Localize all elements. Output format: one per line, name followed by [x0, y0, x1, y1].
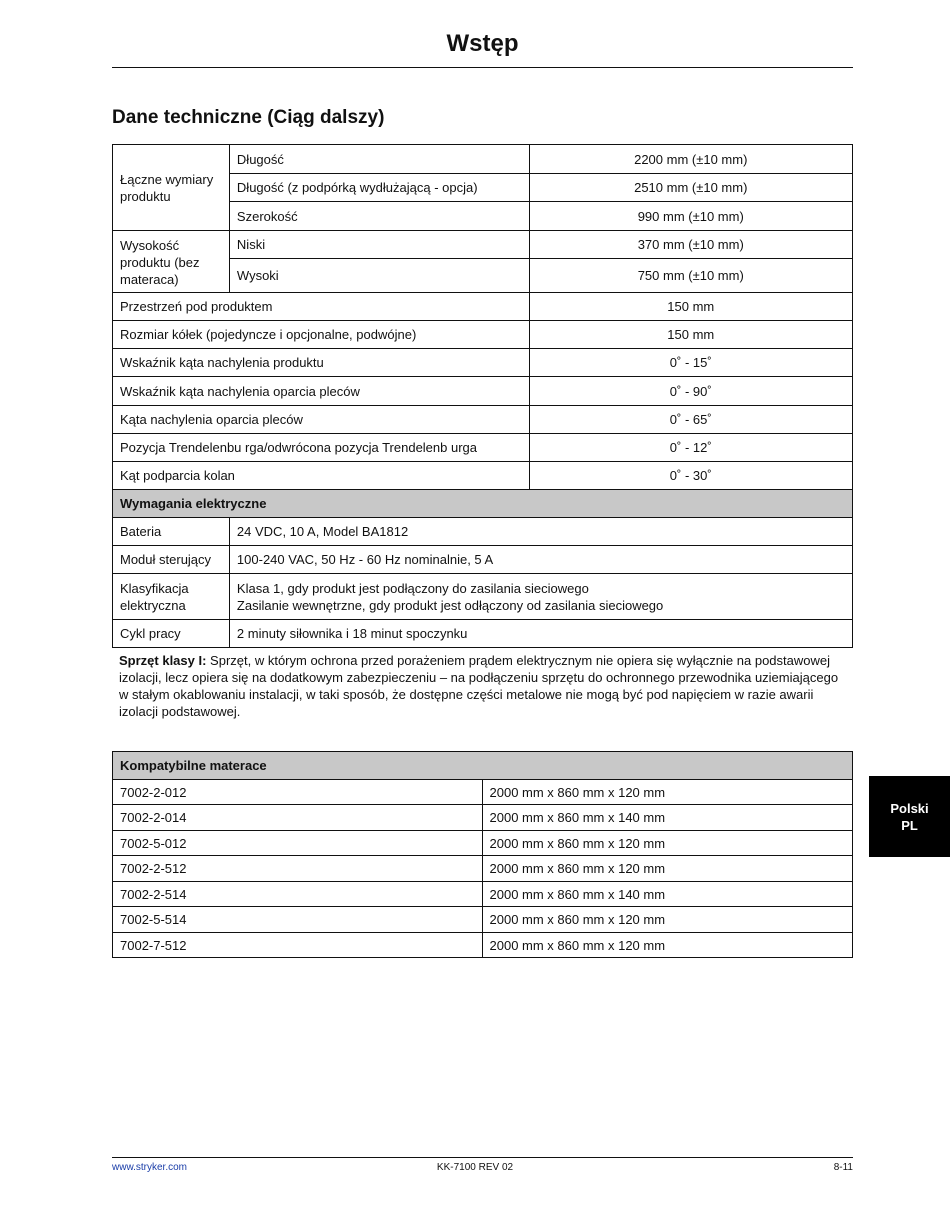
mattress-header-row [113, 752, 853, 780]
spec-label: Niski [229, 231, 529, 259]
table-row [113, 933, 853, 958]
title-divider [112, 67, 853, 68]
classification-line-1: Klasa 1, gdy produkt jest podłączony do zasilania sieciowego [236, 580, 589, 596]
table-row [113, 434, 853, 462]
table-row [113, 406, 853, 434]
footer-divider [112, 1157, 853, 1158]
electrical-label: Bateria [113, 518, 230, 546]
mattress-model: 7002-2-514 [113, 882, 483, 907]
mattress-model: 7002-2-512 [113, 856, 483, 882]
spec-value: 0˚ - 65˚ [529, 406, 852, 434]
electrical-label: Moduł sterujący [113, 546, 230, 574]
table-row [113, 574, 853, 620]
electrical-label: Cykl pracy [113, 620, 230, 648]
electrical-header-row [113, 490, 853, 518]
footer-website-link[interactable]: www.stryker.com [112, 1162, 188, 1173]
spec-label: Długość [229, 145, 529, 174]
spec-label: Szerokość [229, 202, 529, 231]
spec-value: 990 mm (±10 mm) [529, 202, 852, 231]
class-i-note [119, 652, 839, 720]
electrical-value [229, 574, 852, 620]
spec-value: 0˚ - 15˚ [529, 349, 852, 377]
table-row [113, 518, 853, 546]
mattress-model: 7002-2-014 [113, 805, 483, 831]
spec-label: Pozycja Trendelenbu rga/odwrócona pozycja Trendelenb urga [113, 434, 530, 462]
note-bold-term: Sprzęt klasy I: [119, 653, 207, 668]
table-row [113, 349, 853, 377]
table-row [113, 780, 853, 805]
mattress-heading: Kompatybilne materace [113, 752, 853, 780]
height-group-label: Wysokość produktu (bez materaca) [113, 231, 230, 293]
spec-value: 0˚ - 12˚ [529, 434, 852, 462]
mattress-table [112, 751, 853, 958]
mattress-model: 7002-2-012 [113, 780, 483, 805]
mattress-size: 2000 mm x 860 mm x 140 mm [482, 882, 853, 907]
table-row [113, 462, 853, 490]
electrical-value: 100-240 VAC, 50 Hz - 60 Hz nominalnie, 5 A [229, 546, 852, 574]
mattress-size: 2000 mm x 860 mm x 120 mm [482, 780, 853, 805]
mattress-size: 2000 mm x 860 mm x 140 mm [482, 805, 853, 831]
electrical-label: Klasyfikacja elektryczna [113, 574, 230, 620]
spec-value: 0˚ - 30˚ [529, 462, 852, 490]
table-row [113, 321, 853, 349]
spec-table [112, 144, 853, 648]
electrical-heading: Wymagania elektryczne [113, 490, 853, 518]
table-row [113, 907, 853, 933]
table-row [113, 856, 853, 882]
spec-value: 150 mm [529, 293, 852, 321]
table-row [113, 546, 853, 574]
spec-value: 150 mm [529, 321, 852, 349]
table-row [113, 231, 853, 259]
spec-label: Rozmiar kółek (pojedyncze i opcjonalne, podwójne) [113, 321, 530, 349]
spec-label: Długość (z podpórką wydłużającą - opcja) [229, 174, 529, 202]
classification-line-2: Zasilanie wewnętrzne, gdy produkt jest odłączony od zasilania sieciowego [236, 597, 664, 613]
spec-label: Wskaźnik kąta nachylenia produktu [113, 349, 530, 377]
table-row [113, 831, 853, 856]
table-row [113, 882, 853, 907]
mattress-model: 7002-7-512 [113, 933, 483, 958]
table-row [113, 620, 853, 648]
spec-value: 750 mm (±10 mm) [529, 259, 852, 293]
spec-label: Wskaźnik kąta nachylenia oparcia pleców [113, 377, 530, 406]
spec-label: Przestrzeń pod produktem [113, 293, 530, 321]
footer-doc-id: KK-7100 REV 02 [436, 1162, 514, 1173]
footer-page-number: 8-11 [833, 1162, 853, 1173]
mattress-size: 2000 mm x 860 mm x 120 mm [482, 933, 853, 958]
mattress-size: 2000 mm x 860 mm x 120 mm [482, 831, 853, 856]
electrical-value: 24 VDC, 10 A, Model BA1812 [229, 518, 852, 546]
table-row [113, 293, 853, 321]
table-row [113, 377, 853, 406]
table-row [113, 145, 853, 174]
mattress-model: 7002-5-012 [113, 831, 483, 856]
language-tab-code: PL [901, 817, 918, 833]
page-title: Wstęp [446, 30, 519, 57]
note-text: Sprzęt, w którym ochrona przed porażeniem prądem elektrycznym nie opiera się wyłącznie na podstawowej izolacji, lecz opiera się na dodatkowym zabezpieczeniu – na podłączeniu sprzętu do ochronnego przewodnika uziemiającego w stałym okablowaniu instalacji, w taki sposób, że dostępne części metalowe nie mogą być pod napięciem w razie awarii izolacji podstawowej. [119, 653, 839, 719]
mattress-size: 2000 mm x 860 mm x 120 mm [482, 856, 853, 882]
dimensions-group-label: Łączne wymiary produktu [113, 145, 230, 231]
spec-label: Kąta nachylenia oparcia pleców [113, 406, 530, 434]
spec-label: Kąt podparcia kolan [113, 462, 530, 490]
spec-value: 0˚ - 90˚ [529, 377, 852, 406]
spec-value: 2510 mm (±10 mm) [529, 174, 852, 202]
electrical-value: 2 minuty siłownika i 18 minut spoczynku [229, 620, 852, 648]
table-row [113, 805, 853, 831]
language-tab-name: Polski [890, 800, 929, 816]
mattress-size: 2000 mm x 860 mm x 120 mm [482, 907, 853, 933]
spec-label: Wysoki [229, 259, 529, 293]
section-title: Dane techniczne (Ciąg dalszy) [112, 107, 385, 128]
language-tab [869, 776, 950, 857]
spec-value: 370 mm (±10 mm) [529, 231, 852, 259]
mattress-model: 7002-5-514 [113, 907, 483, 933]
spec-value: 2200 mm (±10 mm) [529, 145, 852, 174]
